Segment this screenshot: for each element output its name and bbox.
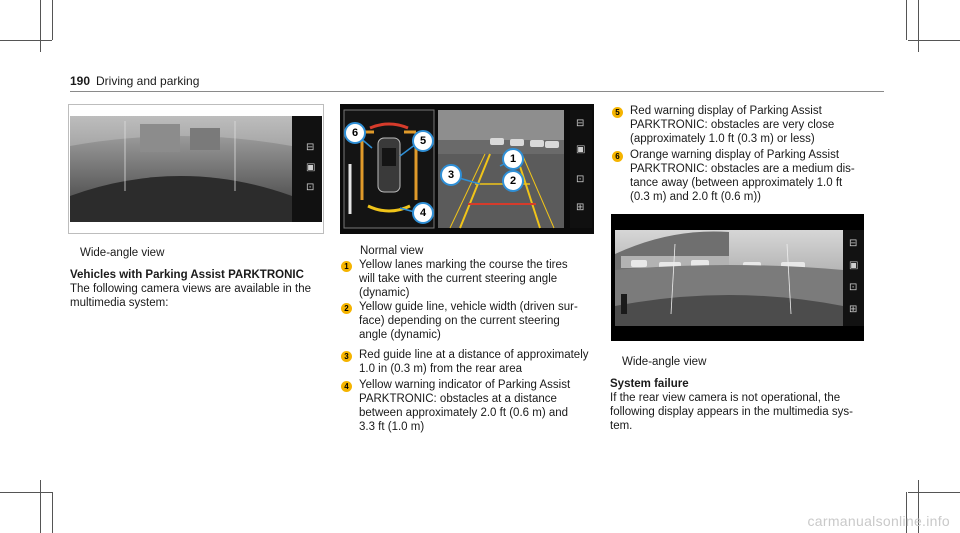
figure-right-caption: Wide-angle view — [622, 356, 707, 368]
callout-4: 4 — [412, 202, 434, 224]
section-heading-system-failure: System failure — [610, 378, 689, 390]
normal-view-camera-scene — [340, 104, 594, 234]
figure-left-camera-image — [70, 116, 322, 222]
body-line: following display appears in the multimedia sys- — [610, 406, 853, 418]
list-item-6-line-3: tance away (between approximately 1.0 ft — [630, 177, 843, 189]
rear-view-icon[interactable]: ⊡ — [306, 182, 315, 193]
list-item-4-line-3: between approximately 2.0 ft (0.6 m) and — [359, 407, 569, 419]
figure-left-caption: Wide-angle view — [80, 247, 165, 259]
list-item-1-line-3: (dynamic) — [359, 287, 410, 299]
list-item-3-line-1: Red guide line at a distance of approximately — [359, 349, 589, 361]
camera-switch-icon[interactable]: ⊟ — [849, 238, 858, 249]
list-item-5-line-1: Red warning display of Parking Assist — [630, 105, 822, 117]
top-view-icon[interactable]: ⊡ — [849, 282, 858, 293]
crop-mark — [52, 492, 53, 533]
list-item-6-line-4: (0.3 m) and 2.0 ft (0.6 m)) — [630, 191, 762, 203]
list-item-1-line-1: Yellow lanes marking the course the tires — [359, 259, 568, 271]
list-bullet-3: 3 — [341, 351, 352, 362]
parking-sensor-icon[interactable]: ▣ — [576, 144, 586, 155]
callout-6: 6 — [344, 122, 366, 144]
crop-mark — [0, 492, 52, 493]
section-title: Driving and parking — [96, 74, 200, 88]
list-item-1-line-2: will take with the current steering angle — [359, 273, 558, 285]
parking-sensor-icon[interactable]: ⊟ — [306, 142, 315, 153]
body-line: If the rear view camera is not operational, the — [610, 392, 841, 404]
list-item-3-line-2: 1.0 in (0.3 m) from the rear area — [359, 363, 522, 375]
list-bullet-5: 5 — [612, 107, 623, 118]
crop-mark — [906, 0, 907, 40]
list-bullet-1: 1 — [341, 261, 352, 272]
wide-angle-camera-scene — [611, 214, 864, 341]
section-heading-parktronic: Vehicles with Parking Assist PARKTRONIC — [70, 269, 304, 281]
body-line: tem. — [610, 420, 633, 432]
crop-mark — [0, 40, 52, 41]
rear-view-icon[interactable]: ⊞ — [576, 202, 585, 213]
crop-mark — [52, 0, 53, 40]
list-bullet-4: 4 — [341, 381, 352, 392]
list-item-6-line-2: PARKTRONIC: obstacles are a medium dis- — [630, 163, 855, 175]
body-line: The following camera views are available in the — [70, 283, 311, 295]
callout-3: 3 — [440, 164, 462, 186]
list-item-4-line-2: PARKTRONIC: obstacles at a distance — [359, 393, 557, 405]
camera-switch-icon[interactable]: ⊟ — [576, 118, 585, 129]
callout-2: 2 — [502, 170, 524, 192]
parking-sensor-icon[interactable]: ▣ — [849, 260, 859, 271]
top-view-icon[interactable]: ⊡ — [576, 174, 585, 185]
crop-mark — [918, 0, 919, 52]
crop-mark — [40, 480, 41, 533]
camera-view-icon[interactable]: ▣ — [306, 162, 316, 173]
watermark: carmanualsonline.info — [807, 513, 950, 529]
list-item-2-line-1: Yellow guide line, vehicle width (driven sur- — [359, 301, 578, 313]
list-item-4-line-4: 3.3 ft (1.0 m) — [359, 421, 425, 433]
list-item-2-line-2: face) depending on the current steering — [359, 315, 560, 327]
list-bullet-2: 2 — [341, 303, 352, 314]
figure-right-camera-image — [611, 214, 864, 341]
figure-middle-camera-image — [340, 104, 594, 234]
list-item-2-line-3: angle (dynamic) — [359, 329, 441, 341]
callout-1: 1 — [502, 148, 524, 170]
callout-5: 5 — [412, 130, 434, 152]
list-bullet-6: 6 — [612, 151, 623, 162]
crop-mark — [908, 492, 960, 493]
body-line: multimedia system: — [70, 297, 169, 309]
list-item-5-line-2: PARKTRONIC: obstacles are very close — [630, 119, 835, 131]
header-rule — [70, 91, 884, 92]
list-item-5-line-3: (approximately 1.0 ft (0.3 m) or less) — [630, 133, 815, 145]
crop-mark — [908, 40, 960, 41]
wide-angle-camera-scene — [70, 116, 322, 222]
page-number: 190 — [70, 74, 91, 88]
figure-middle-caption: Normal view — [360, 245, 424, 257]
list-item-4-line-1: Yellow warning indicator of Parking Assist — [359, 379, 571, 391]
crop-mark — [40, 0, 41, 52]
rear-view-icon[interactable]: ⊞ — [849, 304, 858, 315]
list-item-6-line-1: Orange warning display of Parking Assist — [630, 149, 840, 161]
